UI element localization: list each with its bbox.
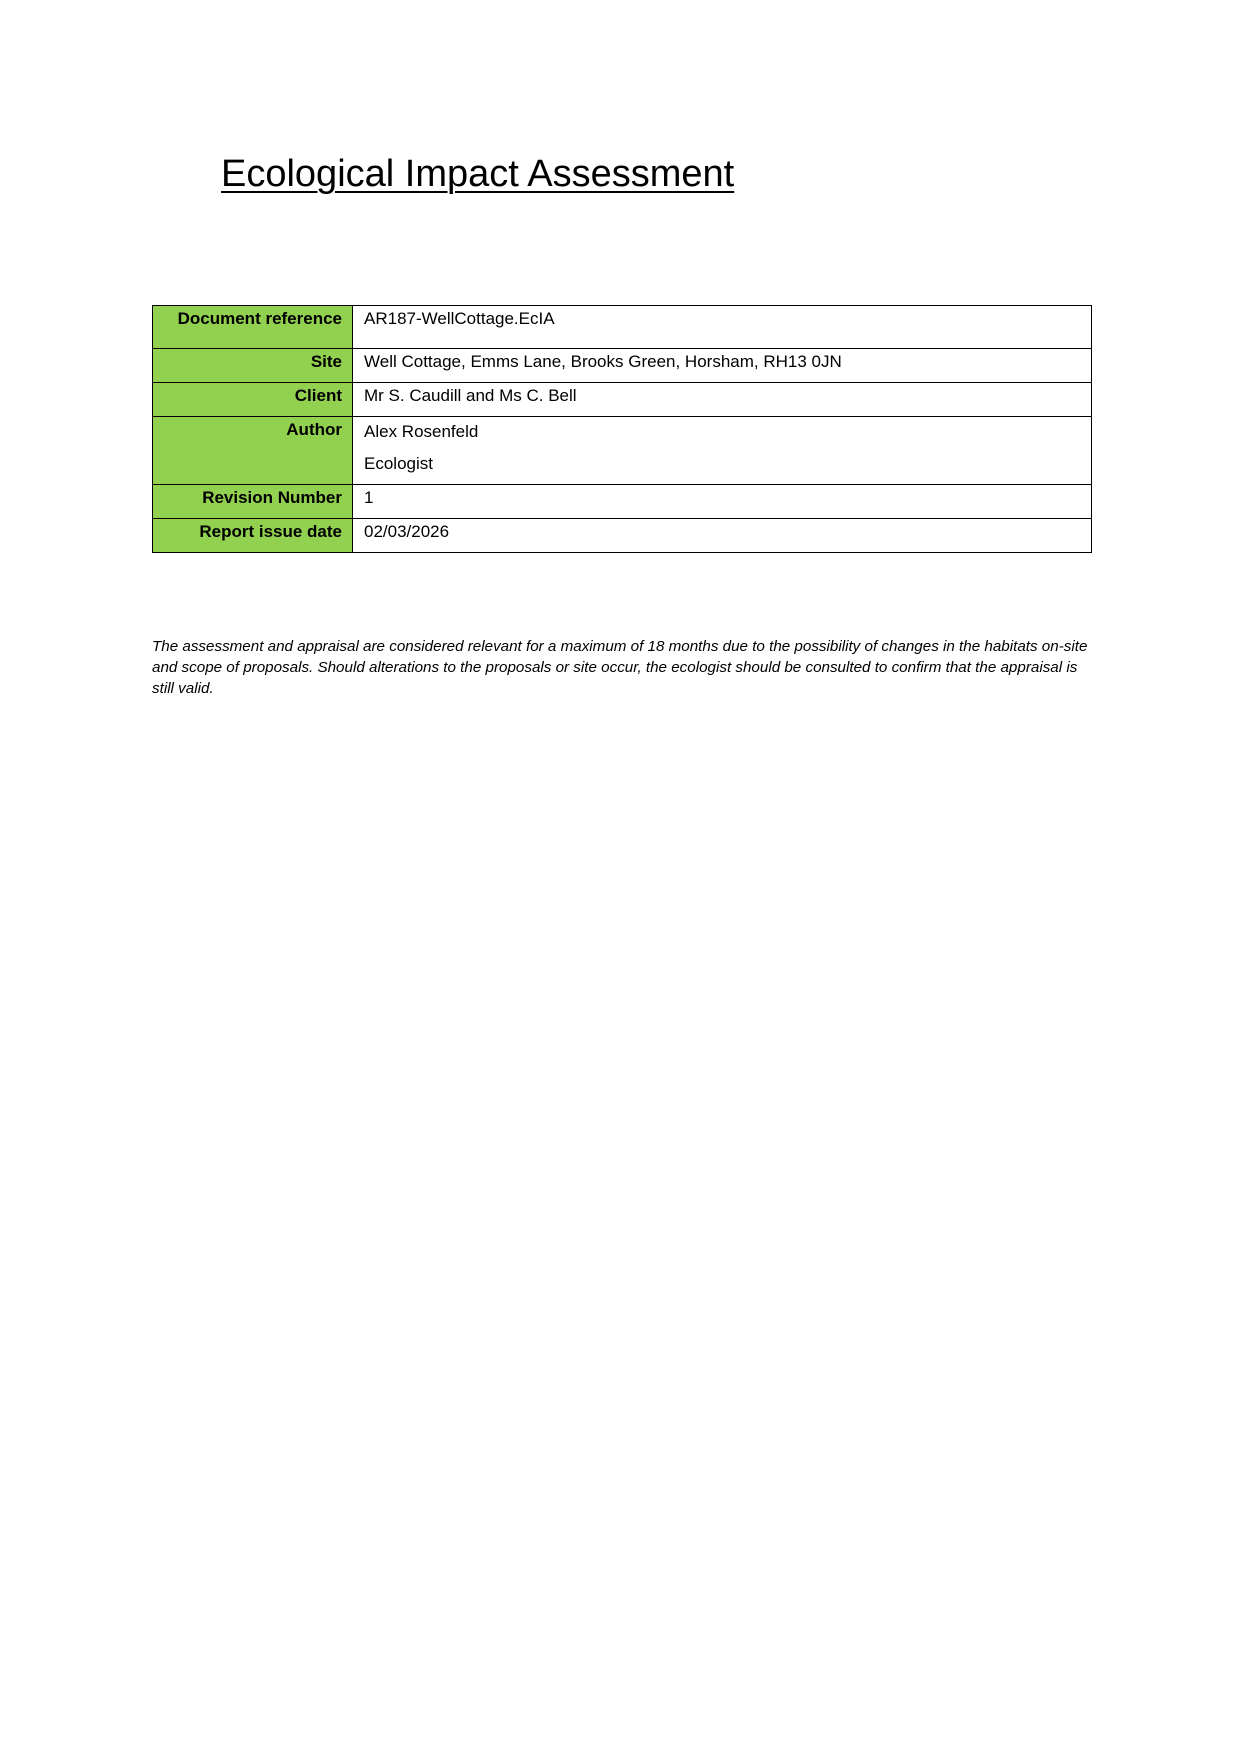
author-value (353, 417, 1092, 485)
author-name: Alex Rosenfeld (364, 422, 479, 441)
table-row-document-reference (153, 306, 1092, 349)
document-info-table (152, 305, 1092, 553)
table-row-revision-number (153, 485, 1092, 519)
table-row-report-issue-date (153, 519, 1092, 553)
table-row-client (153, 383, 1092, 417)
author-label: Author (153, 417, 353, 485)
report-issue-date-label: Report issue date (153, 519, 353, 553)
document-reference-label: Document reference (153, 306, 353, 349)
revision-number-value: 1 (353, 485, 1092, 519)
document-title: Ecological Impact Assessment (221, 153, 735, 195)
validity-disclaimer: The assessment and appraisal are considered relevant for a maximum of 18 months due to the possibility of changes in the habitats on-site and scope of proposals. Should alterations to the proposals or site occur, the ecologist should be consulted to confirm that the appraisal is still valid. (152, 638, 1088, 697)
document-reference-value: AR187-WellCottage.EcIA (353, 306, 1092, 349)
client-label: Client (153, 383, 353, 417)
revision-number-label: Revision Number (153, 485, 353, 519)
author-role: Ecologist (364, 454, 433, 473)
site-value: Well Cottage, Emms Lane, Brooks Green, Horsham, RH13 0JN (353, 349, 1092, 383)
report-issue-date-value: 02/03/2026 (353, 519, 1092, 553)
table-row-author (153, 417, 1092, 485)
client-value: Mr S. Caudill and Ms C. Bell (353, 383, 1092, 417)
table-row-site (153, 349, 1092, 383)
site-label: Site (153, 349, 353, 383)
